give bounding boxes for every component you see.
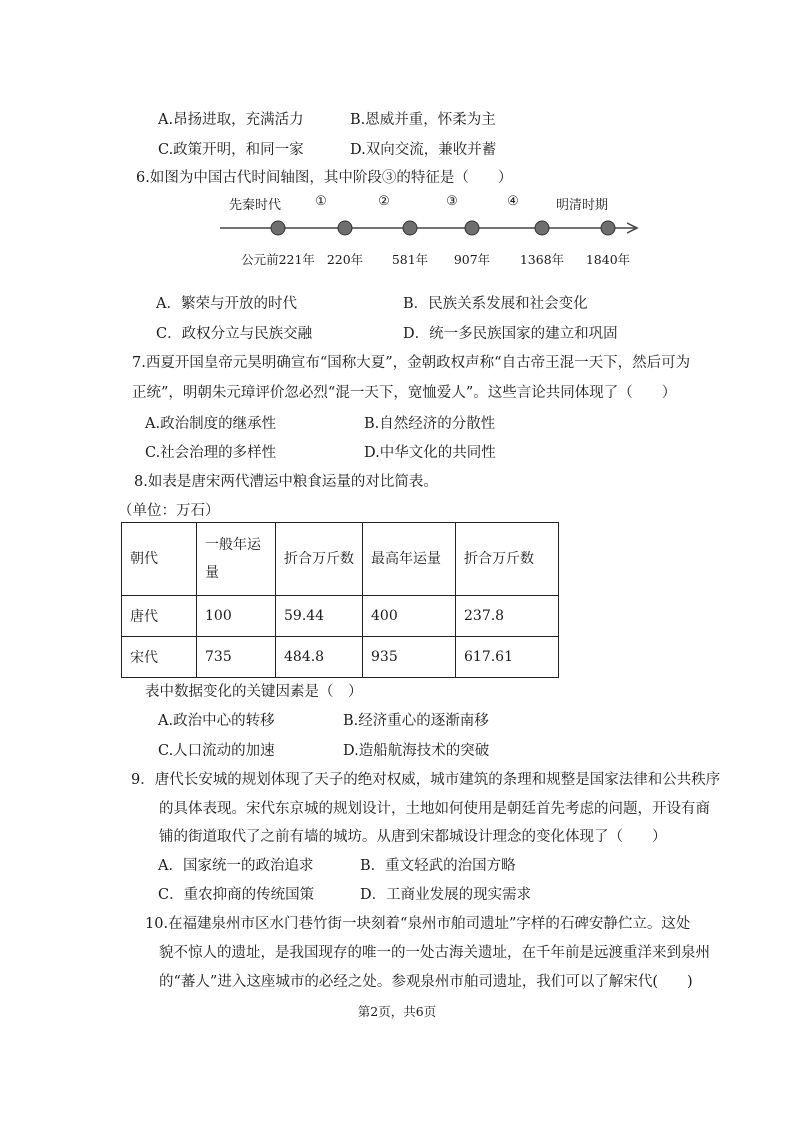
timeline-node	[338, 221, 352, 235]
table-cell: 237.8	[456, 596, 559, 637]
table-header-row	[122, 523, 559, 596]
timeline-period-label: 先秦时代	[228, 198, 282, 213]
q6-option-d: D．统一多民族国家的建立和巩固	[403, 326, 618, 342]
table-cell: 400	[363, 596, 456, 637]
table-row	[122, 637, 559, 678]
timeline-year-label: 581年	[391, 252, 429, 267]
q9-option-d: D．工商业发展的现实需求	[360, 887, 532, 903]
table-cell: 484.8	[276, 637, 363, 678]
timeline-year-label: 220年	[326, 252, 364, 267]
table-row	[122, 596, 559, 637]
q10-stem-line1: 10.在福建泉州市区水门巷竹街一块刻着“泉州市舶司遗址”字样的石碑安静伫立。这处	[145, 916, 691, 932]
q9-option-c: C．重农抑商的传统国策	[158, 887, 315, 903]
q8-option-a: A.政治中心的转移	[158, 713, 275, 729]
q5-option-b: B.恩威并重，怀柔为主	[350, 112, 496, 128]
q9-option-a: A．国家统一的政治追求	[158, 858, 314, 874]
q7-option-c: C.社会治理的多样性	[145, 445, 277, 461]
q8-option-b: B.经济重心的逐渐南移	[343, 713, 489, 729]
table-cell: 唐代	[122, 596, 197, 637]
timeline-year-label: 1840年	[585, 252, 631, 267]
q5-option-a: A.昂扬进取，充满活力	[158, 112, 304, 128]
q7-option-d: D.中华文化的共同性	[364, 445, 496, 461]
table-header-cell: 折合万斤数	[276, 523, 363, 596]
timeline-period-label: 明清时期	[555, 198, 609, 213]
timeline-period-label: ④	[507, 194, 519, 209]
timeline-year-label: 907年	[453, 252, 491, 267]
q7-stem-line2: 正统”，明朝朱元璋评价忽必烈“混一天下，宽恤爱人”。这些言论共同体现了（ ）	[132, 385, 677, 401]
table-cell: 59.44	[276, 596, 363, 637]
table-cell: 935	[363, 637, 456, 678]
timeline-year-label: 公元前221年	[241, 252, 315, 267]
timeline-period-label: ③	[446, 194, 458, 209]
table-header-cell: 朝代	[122, 523, 197, 596]
q8-option-d: D.造船航海技术的突破	[343, 743, 490, 759]
q9-option-b: B．重文轻武的治国方略	[360, 858, 516, 874]
table-cell: 735	[197, 637, 276, 678]
timeline-year-label: 1368年	[519, 252, 565, 267]
q6-option-b: B．民族关系发展和社会变化	[403, 296, 588, 312]
q5-option-c: C.政策开明，和同一家	[158, 142, 304, 158]
q9-stem-line3: 铺的街道取代了之前有墙的城坊。从唐到宋都城设计理念的变化体现了（ ）	[159, 829, 667, 845]
table-header-cell: 最高年运量	[363, 523, 456, 596]
table-cell: 617.61	[456, 637, 559, 678]
table-header-cell: 折合万斤数	[456, 523, 559, 596]
timeline-period-label: ②	[378, 194, 390, 209]
q7-option-a: A.政治制度的继承性	[145, 416, 277, 432]
q8-stem: 8.如表是唐宋两代漕运中粮食运量的对比简表。	[134, 474, 438, 490]
table-header-cell: 一般年运量	[197, 523, 276, 596]
table-cell: 100	[197, 596, 276, 637]
q10-stem-line2: 貌不惊人的遗址，是我国现存的唯一的一处古海关遗址，在千年前是远渡重洋来到泉州	[159, 945, 710, 961]
timeline-period-label: ①	[315, 194, 327, 209]
q5-option-d: D.双向交流，兼收并蓄	[350, 142, 497, 158]
q6-timeline	[215, 190, 655, 270]
q8-unit: （单位：万石）	[118, 503, 220, 519]
page-number: 第2页，共6页	[357, 1004, 437, 1019]
q8-option-c: C.人口流动的加速	[158, 743, 275, 759]
q6-option-a: A．繁荣与开放的时代	[156, 296, 297, 312]
timeline-node	[271, 221, 285, 235]
q7-stem-line1: 7.西夏开国皇帝元昊明确宣布“国称大夏”，金朝政权声称“自古帝王混一天下，然后可为	[132, 355, 691, 371]
q10-stem-line3: 的“蕃人”进入这座城市的必经之处。参观泉州市舶司遗址，我们可以了解宋代( )	[159, 974, 693, 990]
timeline-node	[601, 221, 615, 235]
q9-stem-line1: 9．唐代长安城的规划体现了天子的绝对权威，城市建筑的条理和规整是国家法律和公共秩序	[131, 772, 721, 788]
q9-stem-line2: 的具体表现。宋代东京城的规划设计，土地如何使用是朝廷首先考虑的问题，开设有商	[159, 801, 710, 817]
table-cell: 宋代	[122, 637, 197, 678]
q6-option-c: C．政权分立与民族交融	[156, 326, 313, 342]
q6-stem: 6.如图为中国古代时间轴图，其中阶段③的特征是（ ）	[136, 170, 513, 186]
grain-transport-table	[121, 522, 559, 678]
timeline-node	[403, 221, 417, 235]
q7-option-b: B.自然经济的分散性	[364, 416, 496, 432]
timeline-node	[535, 221, 549, 235]
timeline-node	[465, 221, 479, 235]
q8-question: 表中数据变化的关键因素是（ ）	[145, 684, 363, 700]
